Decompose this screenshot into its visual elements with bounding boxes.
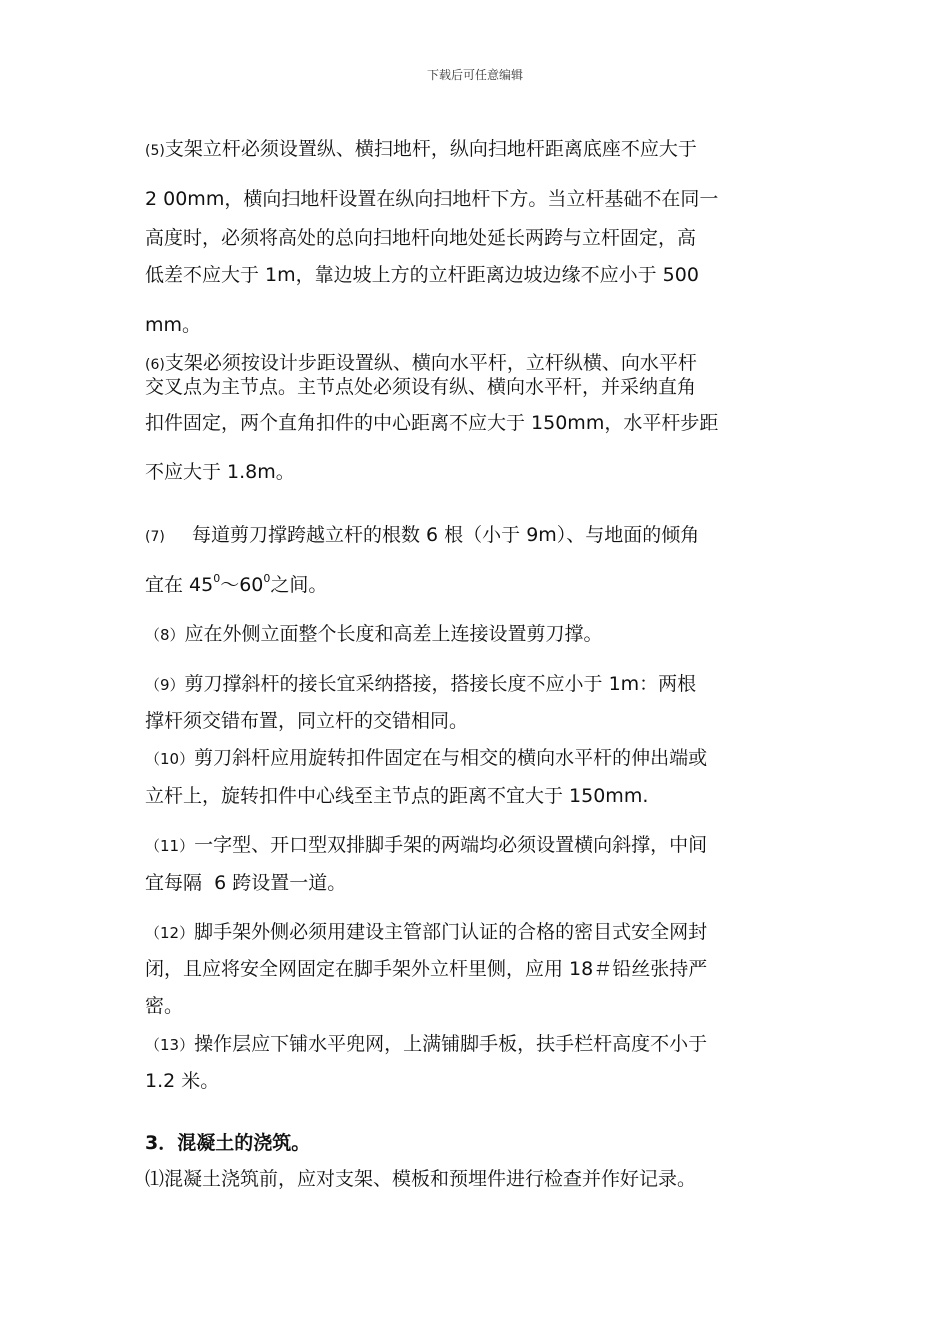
line-text: 混凝土浇筑前，应对支架、模板和预埋件进行检查并作好记录。 [164, 1168, 697, 1190]
paragraph-5-line-4: 低差不应大于 1m，靠边坡上方的立杆距离边坡边缘不应小于 500 [145, 264, 699, 286]
page-header: 下载后可任意编辑 [426, 68, 523, 82]
line-text: 操作层应下铺水平兜网，上满铺脚手板，扶手栏杆高度不小于 [194, 1033, 708, 1055]
paragraph-6-line-1 [145, 351, 697, 377]
degree-superscript: 0 [263, 572, 271, 585]
paragraph-13-line-2: 1.2 米。 [145, 1070, 220, 1092]
line-text: 应在外侧立面整个长度和高差上连接设置剪刀撑。 [184, 623, 603, 645]
item-number: (6) [145, 357, 165, 373]
degree-superscript: 0 [213, 572, 221, 585]
paragraph-6-line-3: 扣件固定，两个直角扣件的中心距离不应大于 150mm，水平杆步距 [145, 412, 719, 434]
line-text: 脚手架外侧必须用建设主管部门认证的合格的密目式安全网封 [194, 921, 708, 943]
paragraph-6-line-4: 不应大于 1.8m。 [145, 461, 295, 483]
line-text: ～60 [220, 574, 264, 596]
line-text: 宜在 45 [145, 574, 214, 596]
line-text: 支架必须按设计步距设置纵、横向水平杆，立杆纵横、向水平杆 [164, 352, 697, 374]
item-number: （9） [145, 676, 185, 694]
item-number: （8） [145, 626, 185, 644]
line-text: 每道剪刀撑跨越立杆的根数 6 根（小于 9m）、与地面的倾角 [192, 524, 700, 546]
paragraph-11-line-2: 宜每隔 6 跨设置一道。 [145, 872, 347, 894]
paragraph-12-line-2: 闭，且应将安全网固定在脚手架外立杆里侧，应用 18＃铅丝张持严 [145, 958, 708, 980]
paragraph-9-line-2: 撑杆须交错布置，同立杆的交错相同。 [145, 710, 469, 732]
paragraph-5-line-2: 2 00mm，横向扫地杆设置在纵向扫地杆下方。当立杆基础不在同一 [145, 188, 719, 210]
item-number: (5) [145, 143, 165, 159]
line-text: 剪刀斜杆应用旋转扣件固定在与相交的横向水平杆的伸出端或 [194, 747, 708, 769]
paragraph-11-line-1 [145, 833, 707, 858]
paragraph-7-line-2 [145, 573, 327, 597]
paragraph-12-line-1 [145, 920, 707, 945]
paragraph-7-line-1 [145, 523, 699, 549]
paragraph-12-line-3: 密。 [145, 995, 184, 1017]
paragraph-6-line-2: 交叉点为主节点。主节点处必须设有纵、横向水平杆，并采纳直角 [145, 376, 697, 398]
paragraph-5-line-3: 高度时，必须将高处的总向扫地杆向地处延长两跨与立杆固定，高 [145, 227, 697, 249]
paragraph-13-line-1 [145, 1032, 707, 1057]
paragraph-10-line-1 [145, 746, 707, 771]
line-text: 之间。 [270, 574, 328, 596]
item-number: ⑴ [145, 1168, 165, 1190]
section-3-heading: 3．混凝土的浇筑。 [145, 1132, 311, 1154]
item-number: （12） [145, 924, 195, 942]
paragraph-5-line-1 [145, 137, 697, 163]
item-number: （13） [145, 1036, 195, 1054]
line-text: 一字型、开口型双排脚手架的两端均必须设置横向斜撑，中间 [194, 834, 708, 856]
item-number: (7) [145, 529, 165, 545]
paragraph-8-line-1 [145, 622, 603, 647]
line-text: 剪刀撑斜杆的接长宜采纳搭接，搭接长度不应小于 1m：两根 [184, 673, 697, 695]
paragraph-9-line-1 [145, 672, 696, 697]
section-3-item-1 [145, 1167, 696, 1191]
item-number: （10） [145, 750, 195, 768]
paragraph-5-line-5: mm。 [145, 314, 202, 336]
paragraph-10-line-2: 立杆上，旋转扣件中心线至主节点的距离不宜大于 150mm. [145, 785, 649, 807]
line-text: 支架立杆必须设置纵、横扫地杆，纵向扫地杆距离底座不应大于 [164, 138, 697, 160]
item-number: （11） [145, 837, 195, 855]
